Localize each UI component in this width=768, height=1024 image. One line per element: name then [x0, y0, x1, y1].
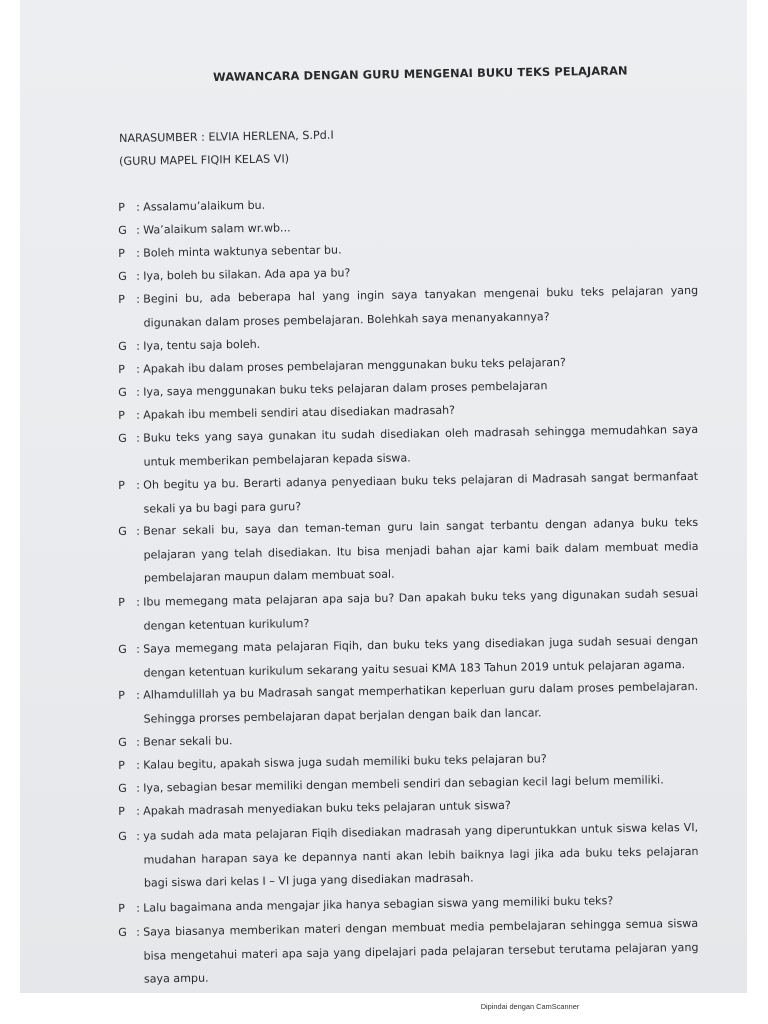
- speaker-label: G: [118, 925, 127, 939]
- dialog-text: Lalu bagaimana anda mengajar jika hanya sebagian siswa yang memiliki buku teks?: [143, 894, 614, 915]
- speaker-label: G: [118, 829, 127, 843]
- dialog-text: Saya biasanya memberikan materi dengan membuat media pembelajaran sehingga semua siswa bisa mengetahui materi apa saja yang dipelajari pada pelajaran tersebut terutama pelajaran yang saya ampu.: [143, 916, 699, 986]
- dialog-line: P : Ibu memegang mata pelajaran apa saja bu? Dan apakah buku teks yang digunakan sudah sesuai dengan ketentuan kurikulum?: [118, 582, 699, 638]
- speaker-label: G: [118, 781, 127, 795]
- scanner-credit-text: Dipindai dengan CamScanner: [480, 1002, 580, 1011]
- document-title: WAWANCARA DENGAN GURU MENGENAI BUKU TEKS PELAJARAN: [213, 63, 628, 84]
- speaker-label: G: [118, 735, 127, 749]
- dialog-line: G : Iya, boleh bu silakan. Ada apa ya bu?: [118, 256, 698, 289]
- speaker-label: P: [118, 478, 125, 492]
- dialog-line: G : Saya biasanya memberikan materi dengan membuat media pembelajaran sehingga semua siswa bisa mengetahui materi apa saja yang dipelajari pada pelajaran tersebut terutama pelajaran yang saya ampu.: [118, 912, 699, 992]
- informant-role: (GURU MAPEL FIQIH KELAS VI): [119, 152, 290, 168]
- dialog-text: Ibu memegang mata pelajaran apa saja bu? Dan apakah buku teks yang digunakan sudah sesuai dengan ketentuan kurikulum?: [143, 586, 699, 633]
- dialog-text: Wa’alaikum salam wr.wb...: [143, 221, 291, 237]
- speaker-label: P: [118, 292, 125, 306]
- dialog-text: Oh begitu ya bu. Berarti adanya penyediaan buku teks pelajaran di Madrasah sangat bermanfaat sekali ya bu bagi para guru?: [143, 469, 699, 516]
- speaker-label: P: [118, 804, 125, 818]
- speaker-label: G: [118, 431, 127, 445]
- dialog-text: Benar sekali bu.: [143, 734, 233, 749]
- scanner-credit: [0, 1002, 768, 1011]
- dialog-line: P : Alhamdulillah ya bu Madrasah sangat memperhatikan keperluan guru dalam proses pembelajaran. Sehingga prorses pembelajaran dapat berjalan dengan baik dan lancar.: [118, 675, 699, 731]
- dialog-text: Saya memegang mata pelajaran Fiqih, dan buku teks yang disediakan juga sudah sesuai dengan dengan ketentuan kurikulum sekarang yaitu sesuai KMA 183 Tahun 2019 untuk pelajaran agama.: [143, 633, 699, 680]
- dialog-text: Iya, sebagian besar memiliki dengan membeli sendiri dan sebagian kecil lagi belum memiliki.: [143, 773, 664, 795]
- speaker-label: P: [118, 362, 125, 376]
- speaker-label: G: [118, 385, 127, 399]
- speaker-label: P: [118, 200, 125, 214]
- scanned-page: [20, 0, 747, 993]
- dialog-line: G : Saya memegang mata pelajaran Fiqih, dan buku teks yang disediakan juga sudah sesuai dengan dengan ketentuan kurikulum sekarang yaitu sesuai KMA 183 Tahun 2019 untuk pelajaran agama.: [118, 629, 699, 685]
- dialog-text: Apakah madrasah menyediakan buku teks pelajaran untuk siswa?: [143, 798, 511, 818]
- dialog-text: Iya, saya menggunakan buku teks pelajaran dalam proses pembelajaran: [143, 379, 548, 399]
- dialog-text: Iya, boleh bu silakan. Ada apa ya bu?: [143, 266, 351, 283]
- dialog-text: Kalau begitu, apakah siswa juga sudah memiliki buku teks pelajaran bu?: [143, 752, 547, 772]
- dialog-line: P : Lalu bagaimana anda mengajar jika hanya sebagian siswa yang memiliki buku teks?: [118, 888, 698, 921]
- speaker-label: P: [118, 758, 125, 772]
- speaker-label: P: [118, 595, 125, 609]
- dialog-line: P : Oh begitu ya bu. Berarti adanya penyediaan buku teks pelajaran di Madrasah sangat bermanfaat sekali ya bu bagi para guru?: [118, 465, 699, 521]
- dialog-text: Begini bu, ada beberapa hal yang ingin saya tanyakan mengenai buku teks pelajaran yang digunakan dalam proses pembelajaran. Bolehkah saya menanyakannya?: [143, 283, 699, 330]
- dialog-line: P : Apakah ibu membeli sendiri atau disediakan madrasah?: [118, 395, 698, 428]
- dialog-line: G : Benar sekali bu.: [118, 722, 698, 755]
- dialog-line: G : Iya, saya menggunakan buku teks pelajaran dalam proses pembelajaran: [118, 372, 698, 405]
- dialog-line: P : Kalau begitu, apakah siswa juga sudah memiliki buku teks pelajaran bu?: [118, 745, 698, 778]
- speaker-label: G: [118, 642, 127, 656]
- dialog-text: Apakah ibu dalam proses pembelajaran menggunakan buku teks pelajaran?: [143, 355, 566, 376]
- dialog-text: Benar sekali bu, saya dan teman-teman guru lain sangat terbantu dengan adanya buku teks pelajaran yang telah disediakan. Itu bisa menjadi bahan ajar kami baik dalam membuat media pembelajaran maupun dalam membuat soal.: [143, 515, 699, 585]
- speaker-label: G: [118, 223, 127, 237]
- dialog-text: Buku teks yang saya gunakan itu sudah disediakan oleh madrasah sehingga memudahkan saya untuk memberikan pembelajaran kepada siswa.: [143, 422, 699, 469]
- speaker-label: P: [118, 246, 125, 260]
- speaker-label: P: [118, 688, 125, 702]
- dialog-line: G : Iya, tentu saja boleh.: [118, 326, 698, 359]
- speaker-label: P: [118, 901, 125, 915]
- informant-name: NARASUMBER : ELVIA HERLENA, S.Pd.I: [119, 128, 334, 145]
- dialog-line: P : Assalamu’alaikum bu.: [118, 187, 698, 220]
- dialog-text: Alhamdulillah ya bu Madrasah sangat memperhatikan keperluan guru dalam proses pembelajaran. Sehingga prorses pembelajaran dapat berjalan dengan baik dan lancar.: [143, 679, 699, 726]
- dialog-line: G : Iya, sebagian besar memiliki dengan membeli sendiri dan sebagian kecil lagi belum memiliki.: [118, 768, 698, 801]
- dialog-line: P : Boleh minta waktunya sebentar bu.: [118, 233, 698, 266]
- dialog-line: P : Apakah ibu dalam proses pembelajaran menggunakan buku teks pelajaran?: [118, 349, 698, 382]
- speaker-label: P: [118, 408, 125, 422]
- dialog-text: Assalamu’alaikum bu.: [143, 198, 266, 214]
- dialog-line: G : Wa’alaikum salam wr.wb...: [118, 210, 698, 243]
- speaker-label: G: [118, 269, 127, 283]
- speaker-label: G: [118, 339, 127, 353]
- dialog-text: Iya, tentu saja boleh.: [143, 337, 261, 353]
- dialog-text: ya sudah ada mata pelajaran Fiqih disediakan madrasah yang diperuntukkan untuk siswa kelas VI, mudahan harapan saya ke depannya nanti akan lebih baiknya lagi jika ada buku teks pelajaran bagi siswa dari kelas I – VI juga yang disediakan madrasah.: [143, 820, 699, 890]
- dialog-line: P : Apakah madrasah menyediakan buku teks pelajaran untuk siswa?: [118, 791, 698, 824]
- dialog-line: G : ya sudah ada mata pelajaran Fiqih disediakan madrasah yang diperuntukkan untuk siswa kelas VI, mudahan harapan saya ke depannya nanti akan lebih baiknya lagi jika ada buku teks pelajaran bagi siswa dari kelas I – VI juga yang disediakan madrasah.: [118, 816, 699, 896]
- dialog-line: G : Benar sekali bu, saya dan teman-teman guru lain sangat terbantu dengan adanya buku teks pelajaran yang telah disediakan. Itu bisa menjadi bahan ajar kami baik dalam membuat media pembelajaran maupun dalam membuat soal.: [118, 511, 699, 591]
- dialog-text: Boleh minta waktunya sebentar bu.: [143, 243, 342, 260]
- dialog-line: P : Begini bu, ada beberapa hal yang ingin saya tanyakan mengenai buku teks pelajaran yang digunakan dalam proses pembelajaran. Bolehkah saya menanyakannya?: [118, 279, 699, 335]
- dialog-text: Apakah ibu membeli sendiri atau disediakan madrasah?: [143, 403, 456, 422]
- speaker-label: G: [118, 524, 127, 538]
- dialog-line: G : Buku teks yang saya gunakan itu sudah disediakan oleh madrasah sehingga memudahkan saya untuk memberikan pembelajaran kepada siswa.: [118, 418, 699, 474]
